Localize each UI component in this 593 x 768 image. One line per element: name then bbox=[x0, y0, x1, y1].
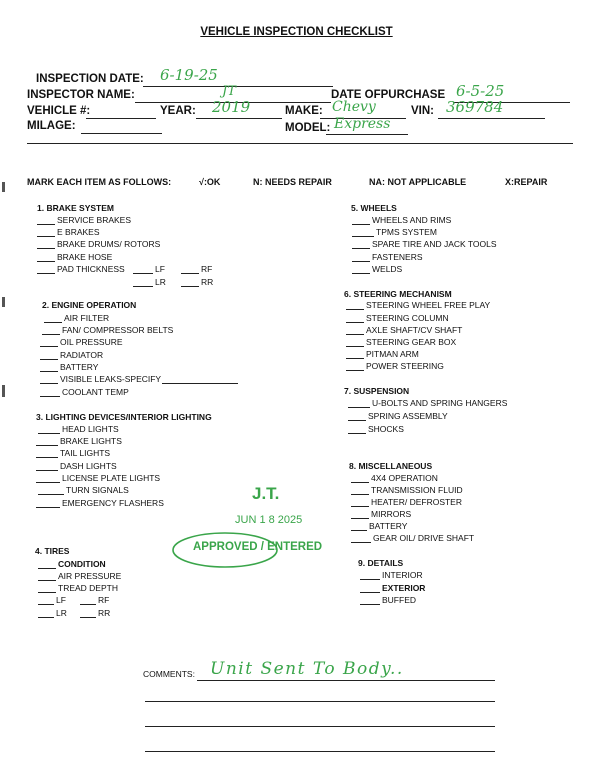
checklist-item[interactable]: COOLANT TEMP bbox=[40, 387, 129, 397]
section-title-tires: 4. TIRES bbox=[35, 546, 70, 556]
checklist-item[interactable]: SERVICE BRAKES bbox=[37, 215, 131, 225]
tire-rf[interactable]: RF bbox=[80, 595, 109, 605]
pad-rf[interactable]: RF bbox=[181, 264, 212, 274]
checklist-item[interactable]: AIR FILTER bbox=[44, 313, 109, 323]
checklist-item[interactable]: DASH LIGHTS bbox=[36, 461, 117, 471]
scan-mark bbox=[2, 385, 5, 397]
inspection-date-value[interactable]: 6-19-25 bbox=[160, 66, 218, 84]
section-title-details: 9. DETAILS bbox=[358, 558, 404, 568]
inspection-date-line bbox=[143, 86, 333, 87]
milage-label: MILAGE: bbox=[27, 120, 76, 132]
checklist-item[interactable]: TRANSMISSION FLUID bbox=[351, 485, 463, 495]
checklist-item[interactable]: INTERIOR bbox=[360, 570, 423, 580]
make-value[interactable]: Chevy bbox=[332, 99, 376, 115]
pad-lf[interactable]: LF bbox=[133, 264, 165, 274]
date-of-purchase-label: DATE OFPURCHASE bbox=[331, 89, 446, 101]
section-title-wheels: 5. WHEELS bbox=[351, 203, 397, 213]
checklist-item[interactable]: VISIBLE LEAKS-SPECIFY bbox=[40, 374, 240, 384]
checklist-item[interactable]: FAN/ COMPRESSOR BELTS bbox=[42, 325, 173, 335]
header-divider bbox=[27, 143, 573, 144]
checklist-item[interactable]: WHEELS AND RIMS bbox=[352, 215, 451, 225]
checklist-item[interactable]: POWER STEERING bbox=[346, 361, 444, 371]
model-line bbox=[326, 134, 408, 135]
checklist-item[interactable]: SPRING ASSEMBLY bbox=[348, 411, 448, 421]
checklist-item[interactable]: BATTERY bbox=[351, 521, 407, 531]
checklist-item[interactable]: BRAKE LIGHTS bbox=[36, 436, 122, 446]
checklist-item[interactable]: BUFFED bbox=[360, 595, 416, 605]
legend-repair: X:REPAIR bbox=[505, 177, 548, 187]
checklist-item[interactable]: STEERING COLUMN bbox=[346, 313, 449, 323]
checklist-item[interactable]: EMERGENCY FLASHERS bbox=[36, 498, 164, 508]
pad-lr[interactable]: LR bbox=[133, 277, 166, 287]
stamp-initials: J.T. bbox=[252, 484, 280, 503]
section-title-engine: 2. ENGINE OPERATION bbox=[42, 300, 137, 310]
checklist-item[interactable]: AIR PRESSURE bbox=[38, 571, 121, 581]
page-title: VEHICLE INSPECTION CHECKLIST bbox=[200, 26, 393, 38]
milage-line bbox=[81, 133, 162, 134]
model-value[interactable]: Express bbox=[334, 116, 391, 132]
checklist-item[interactable]: WELDS bbox=[352, 264, 402, 274]
checklist-item[interactable]: SPARE TIRE AND JACK TOOLS bbox=[352, 239, 497, 249]
checklist-item[interactable]: HEAD LIGHTS bbox=[38, 424, 119, 434]
legend-ok: √:OK bbox=[199, 177, 221, 187]
pad-rr[interactable]: RR bbox=[181, 277, 213, 287]
checklist-item[interactable]: 4X4 OPERATION bbox=[351, 473, 438, 483]
checklist-item[interactable]: BRAKE DRUMS/ ROTORS bbox=[37, 239, 160, 249]
inspection-date-label: INSPECTION DATE: bbox=[36, 73, 144, 85]
checklist-item[interactable]: STEERING GEAR BOX bbox=[346, 337, 456, 347]
section-title-misc: 8. MISCELLANEOUS bbox=[349, 461, 433, 471]
legend-na: NA: NOT APPLICABLE bbox=[369, 177, 467, 187]
vehicle-number-line bbox=[86, 118, 156, 119]
checklist-item[interactable]: AXLE SHAFT/CV SHAFT bbox=[346, 325, 462, 335]
comments-label: COMMENTS: bbox=[143, 669, 195, 679]
checklist-item[interactable]: SHOCKS bbox=[348, 424, 404, 434]
checklist-item[interactable]: U-BOLTS AND SPRING HANGERS bbox=[348, 398, 507, 408]
checklist-item[interactable]: BRAKE HOSE bbox=[37, 252, 112, 262]
checklist-item[interactable]: EXTERIOR bbox=[360, 583, 425, 593]
checklist-item[interactable]: CONDITION bbox=[38, 559, 106, 569]
comments-value[interactable]: Unit Sent To Body.. bbox=[210, 659, 404, 679]
tire-lf[interactable]: LF bbox=[38, 595, 66, 605]
checklist-item[interactable]: STEERING WHEEL FREE PLAY bbox=[346, 300, 490, 310]
pad-thickness-row[interactable]: PAD THICKNESS bbox=[37, 264, 125, 274]
checklist-item[interactable]: E BRAKES bbox=[37, 227, 100, 237]
checklist-item[interactable]: RADIATOR bbox=[40, 350, 103, 360]
stamp-date: JUN 1 8 2025 bbox=[235, 514, 303, 526]
section-title-suspension: 7. SUSPENSION bbox=[344, 386, 410, 396]
section-title-brake: 1. BRAKE SYSTEM bbox=[37, 203, 114, 213]
inspector-name-label: INSPECTOR NAME: bbox=[27, 89, 135, 101]
checklist-item[interactable]: PITMAN ARM bbox=[346, 349, 419, 359]
checklist-item[interactable]: BATTERY bbox=[40, 362, 98, 372]
comments-line bbox=[145, 701, 495, 702]
model-label: MODEL: bbox=[285, 122, 331, 134]
year-value[interactable]: 2019 bbox=[212, 98, 251, 116]
year-label: YEAR: bbox=[160, 105, 196, 117]
checklist-item[interactable]: FASTENERS bbox=[352, 252, 423, 262]
checklist-item[interactable]: TPMS SYSTEM bbox=[352, 227, 437, 237]
checklist-item[interactable]: GEAR OIL/ DRIVE SHAFT bbox=[351, 533, 474, 543]
tire-lr[interactable]: LR bbox=[38, 608, 67, 618]
checklist-item[interactable]: TREAD DEPTH bbox=[38, 583, 118, 593]
checklist-item[interactable]: TAIL LIGHTS bbox=[36, 448, 110, 458]
scan-mark bbox=[2, 182, 5, 192]
make-label: MAKE: bbox=[285, 105, 323, 117]
checklist-item[interactable]: LICENSE PLATE LIGHTS bbox=[36, 473, 160, 483]
checklist-item[interactable]: TURN SIGNALS bbox=[38, 485, 129, 495]
vin-value[interactable]: 369784 bbox=[446, 98, 504, 116]
section-title-lighting: 3. LIGHTING DEVICES/INTERIOR LIGHTING bbox=[36, 412, 212, 422]
comments-line bbox=[197, 680, 495, 681]
scan-mark bbox=[2, 297, 5, 307]
vin-label: VIN: bbox=[411, 105, 434, 117]
stamp-status: APPROVED / ENTERED bbox=[193, 541, 323, 553]
date-of-purchase-value[interactable]: 6-5-25 bbox=[456, 82, 505, 100]
checklist-item[interactable]: HEATER/ DEFROSTER bbox=[351, 497, 462, 507]
vin-line bbox=[438, 118, 545, 119]
legend-needs-repair: N: NEEDS REPAIR bbox=[253, 177, 332, 187]
checklist-item[interactable]: MIRRORS bbox=[351, 509, 411, 519]
year-line bbox=[196, 118, 282, 119]
comments-line bbox=[145, 726, 495, 727]
tire-rr[interactable]: RR bbox=[80, 608, 110, 618]
vehicle-number-label: VEHICLE #: bbox=[27, 105, 91, 117]
checklist-item[interactable]: OIL PRESSURE bbox=[40, 337, 123, 347]
comments-line bbox=[145, 751, 495, 752]
inspector-name-value[interactable]: JT bbox=[222, 84, 236, 99]
legend-mark: MARK EACH ITEM AS FOLLOWS: bbox=[27, 177, 172, 187]
section-title-steering: 6. STEERING MECHANISM bbox=[344, 289, 452, 299]
